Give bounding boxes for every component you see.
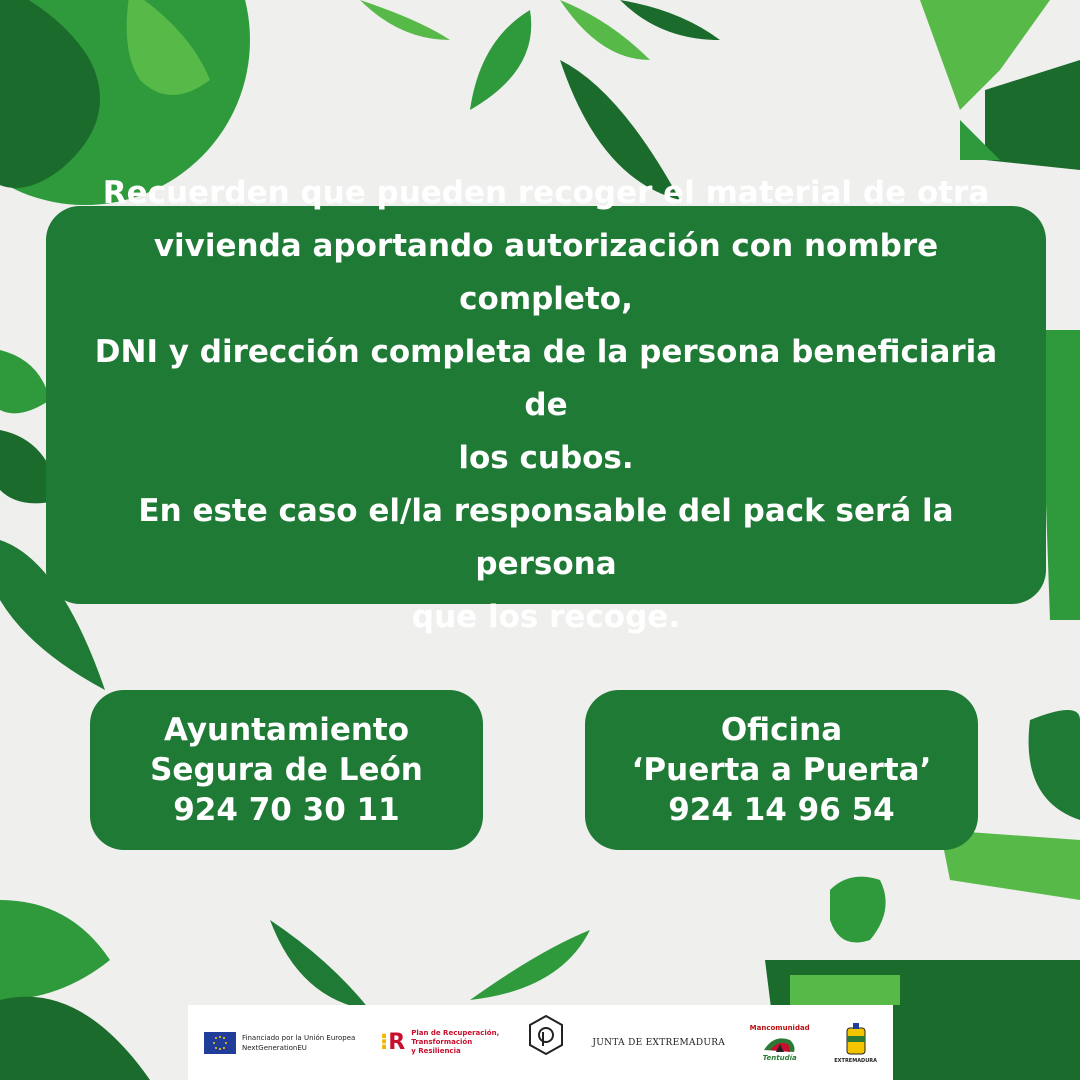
contact-card-ayuntamiento <box>90 690 483 850</box>
eu-flag-icon <box>204 1032 236 1054</box>
sponsor-logo-strip <box>188 1005 893 1080</box>
notice-box <box>46 174 1046 635</box>
contact-phone[interactable]: 924 14 96 54 <box>668 792 895 828</box>
extremadura-emblem-icon <box>841 1022 871 1058</box>
prtr-text-line: y Resiliencia <box>411 1047 461 1055</box>
puerta-a-puerta-logo <box>524 1014 568 1072</box>
eu-text-line: NextGenerationEU <box>242 1043 307 1052</box>
prtr-text-line: Plan de Recuperación, <box>411 1029 500 1037</box>
contact-title: Oficina <box>720 712 843 748</box>
leaf-illustration <box>1040 330 1080 620</box>
prtr-text-line: Transformación <box>411 1038 473 1046</box>
prtr-mark-icon: ⁝R <box>379 1029 406 1055</box>
mancomunidad-emblem-icon <box>760 1032 800 1054</box>
junta-logo: JUNTA DE EXTREMADURA <box>592 1037 726 1048</box>
eu-text-line: Financiado por la Unión Europea <box>242 1033 356 1042</box>
contact-phone[interactable]: 924 70 30 11 <box>173 792 400 828</box>
prtr-logo <box>380 1029 499 1056</box>
notice-line: DNI y dirección completa de la persona beneficiaria de <box>94 333 998 423</box>
contact-subtitle: Segura de León <box>150 752 423 788</box>
extremadura-logo <box>834 1022 877 1064</box>
contact-card-oficina <box>585 690 978 850</box>
eu-logo <box>204 1032 355 1054</box>
notice-line: los cubos. <box>458 439 634 476</box>
notice-line: vivienda aportando autorización con nombre completo, <box>153 227 939 317</box>
hexagon-logo-icon <box>526 1014 566 1058</box>
recycle-arrow-illustration <box>920 0 1080 170</box>
notice-line: que los recoge. <box>411 598 681 635</box>
mancomunidad-logo <box>750 1024 810 1062</box>
mancomunidad-label: Mancomunidad <box>749 1023 810 1032</box>
notice-line: En este caso el/la responsable del pack será la persona <box>138 492 954 582</box>
tentudia-label: Tentudía <box>762 1053 797 1062</box>
contact-subtitle: ‘Puerta a Puerta’ <box>631 752 932 788</box>
contact-title: Ayuntamiento <box>163 712 410 748</box>
extremadura-label: EXTREMADURA <box>834 1057 877 1064</box>
notice-line: Recuerden que pueden recoger el material de otra <box>102 174 990 211</box>
